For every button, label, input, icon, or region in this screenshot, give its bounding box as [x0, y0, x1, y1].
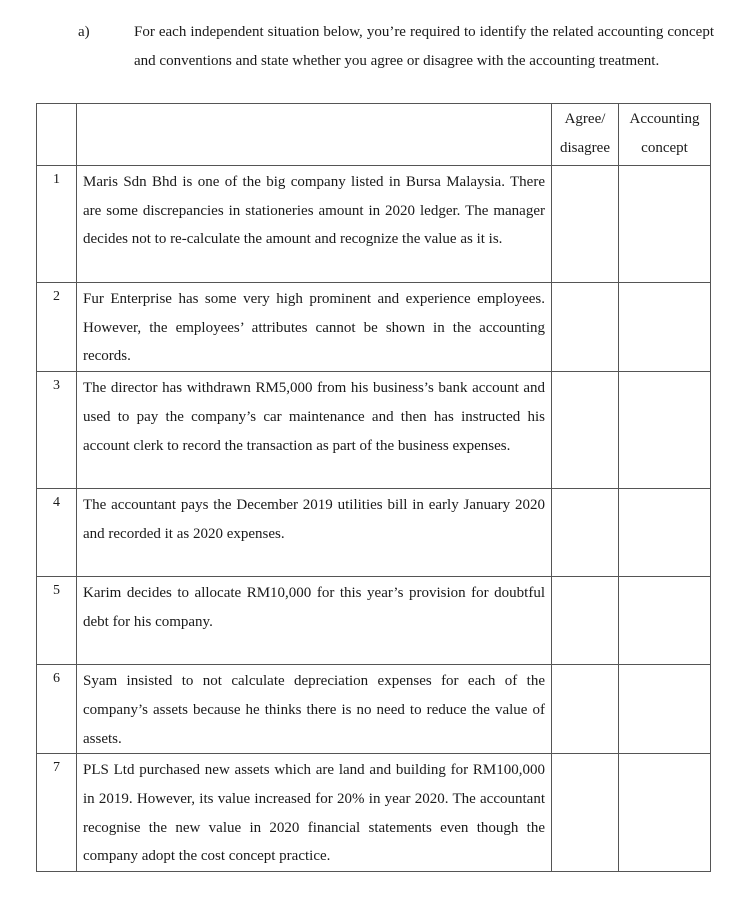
row-agree-cell[interactable]: [552, 665, 619, 754]
row-agree-cell[interactable]: [552, 166, 619, 283]
row-situation: PLS Ltd purchased new assets which are land and building for RM100,000 in 2019. However, its value increased for 20% in year 2020. The accountant recognise the new value in 2020 financial statements even though the company adopt the cost concept practice.: [77, 754, 552, 872]
row-agree-cell[interactable]: [552, 754, 619, 872]
header-situation: [77, 104, 552, 166]
row-agree-cell[interactable]: [552, 577, 619, 665]
row-situation: Syam insisted to not calculate depreciation expenses for each of the company’s assets because he thinks there is no need to reduce the value of assets.: [77, 665, 552, 754]
table-row: [37, 166, 711, 283]
row-situation: The accountant pays the December 2019 utilities bill in early January 2020 and recorded it as 2020 expenses.: [77, 489, 552, 577]
header-concept-line1: Accounting: [629, 111, 700, 127]
row-situation: Karim decides to allocate RM10,000 for this year’s provision for doubtful debt for his company.: [77, 577, 552, 665]
row-number: 2: [37, 283, 77, 372]
row-concept-cell[interactable]: [619, 372, 711, 489]
header-number: [37, 104, 77, 166]
situations-table: [36, 103, 711, 872]
row-agree-cell[interactable]: [552, 489, 619, 577]
header-agree-line1: Agree/: [564, 111, 606, 127]
row-number: 5: [37, 577, 77, 665]
row-number: 6: [37, 665, 77, 754]
table-header-row: [37, 104, 711, 166]
header-agree-line2: disagree: [560, 140, 610, 156]
table-row: [37, 754, 711, 872]
row-agree-cell[interactable]: [552, 283, 619, 372]
row-number: 7: [37, 754, 77, 872]
row-concept-cell[interactable]: [619, 665, 711, 754]
table-row: [37, 372, 711, 489]
table-row: [37, 665, 711, 754]
row-number: 3: [37, 372, 77, 489]
row-number: 4: [37, 489, 77, 577]
table-row: [37, 489, 711, 577]
row-number: 1: [37, 166, 77, 283]
row-concept-cell[interactable]: [619, 754, 711, 872]
row-concept-cell[interactable]: [619, 577, 711, 665]
row-concept-cell[interactable]: [619, 166, 711, 283]
question-label: a): [78, 24, 90, 40]
row-situation: Fur Enterprise has some very high prominent and experience employees. However, the employees’ attributes cannot be shown in the accounting records.: [77, 283, 552, 372]
header-concept: [619, 104, 711, 166]
row-concept-cell[interactable]: [619, 489, 711, 577]
row-concept-cell[interactable]: [619, 283, 711, 372]
table-row: [37, 577, 711, 665]
question-text: For each independent situation below, you’re required to identify the related accounting concept and conventions and state whether you agree or disagree with the accounting treatment.: [134, 24, 714, 69]
table-row: [37, 283, 711, 372]
row-situation: The director has withdrawn RM5,000 from his business’s bank account and used to pay the company’s car maintenance and then has instructed his account clerk to record the transaction as part of the business expenses.: [77, 372, 552, 489]
header-agree: [552, 104, 619, 166]
row-situation: Maris Sdn Bhd is one of the big company listed in Bursa Malaysia. There are some discrepancies in stationeries amount in 2020 ledger. The manager decides not to re-calculate the amount and recognize the value as it is.: [77, 166, 552, 283]
header-concept-line2: concept: [641, 140, 688, 156]
row-agree-cell[interactable]: [552, 372, 619, 489]
